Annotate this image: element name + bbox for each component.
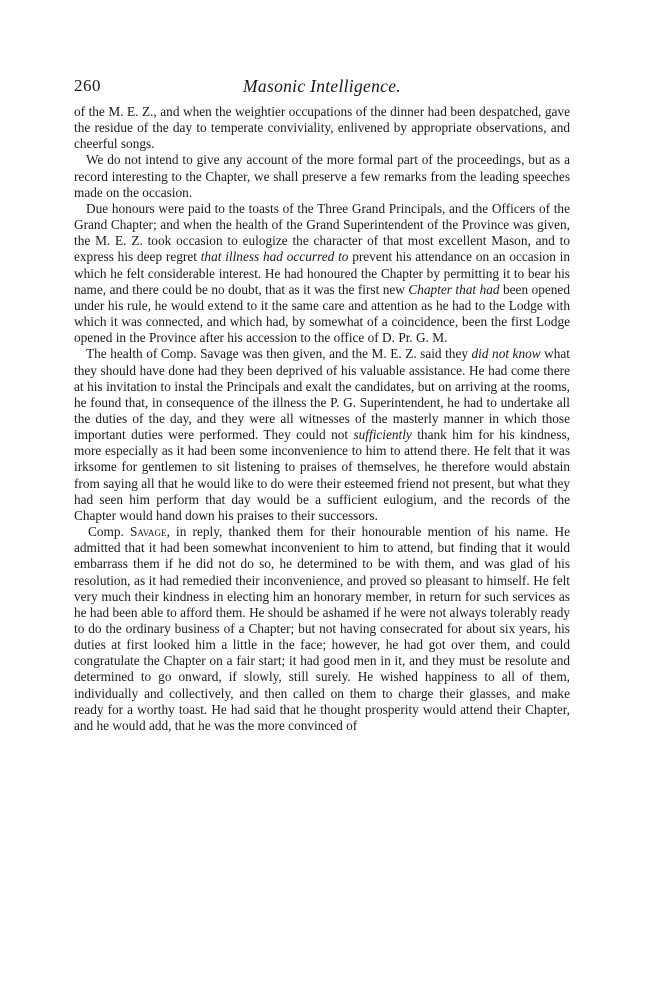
- paragraph-3-italic-b: that illness had occurred to: [200, 249, 349, 265]
- paragraph-4-text-a: The health of Comp. Savage was then given, and the M. E. Z. said they: [86, 346, 472, 362]
- paragraph-1: [74, 104, 570, 152]
- paragraph-1-text: of the M. E. Z., and when the weightier occupations of the dinner had been despatched, gave the residue of the day to temperate conviviality, enlivened by appropriate observations, and cheerful songs.: [74, 104, 570, 152]
- paragraph-4-italic-b: did not know: [471, 346, 541, 362]
- paragraph-2: [74, 152, 570, 200]
- paragraph-4-text-c: what they should have done had they been deprived of his valuable assistance. He had come there at his invitation to instal the Principals and exalt the candidates, but on arriving at the rooms, he found that, in consequence of the illness the P. G. Superintendent, he had to undertake all the duties of the day, and they were all witnesses of the masterly manner in which those important duties were performed. They could not: [74, 346, 570, 443]
- page-number: 260: [74, 76, 101, 95]
- paragraph-5-text: , in reply, thanked them for their honourable mention of his name. He admitted that it had been somewhat inconvenient to him to attend, but finding that it would embarrass them if he did not do so, he determined to be with them, and was glad of his resolution, as it had remedied their inconvenience, and proved so pleasant to himself. He felt very much their kindness in electing him an honorary member, in return for such services as he had been able to afford them. He should be ashamed if he were not always tolerably ready to do the ordinary business of a Chapter; but not having consecrated for about six years, his duties at first looked him a little in the face; however, he had got over them, and could congratulate the Chapter on a fair start; it had good men in it, and they must be resolute and determined to go onward, if slowly, still surely. He wished happiness to all of them, individually and collectively, and then called on them to charge their glasses, and make ready for a worthy toast. He had said that he thought prosperity would attend their Chapter, and he would add, that he was the more convinced of: [74, 524, 570, 733]
- article-body: [74, 104, 570, 734]
- paragraph-4-italic-d: sufficiently: [353, 427, 412, 443]
- page: [74, 76, 570, 734]
- running-title: Masonic Intelligence.: [243, 76, 401, 96]
- paragraph-2-text: We do not intend to give any account of the more formal part of the proceedings, but as a record interesting to the Chapter, we shall preserve a few remarks from the leading speeches made on the occasion.: [74, 152, 570, 200]
- paragraph-3-text-a: Due honours were paid to the toasts of the Three Grand Principals, and the Officers of the Grand Chapter; and when the health of the Grand Superintendent of the Province was given, the M. E. Z. took occasion to eulogize the character of that most excellent Mason, and to express his deep regret: [74, 200, 570, 265]
- paragraph-3-italic-d: Chapter that had: [408, 281, 500, 297]
- paragraph-5-lead: Comp.: [88, 524, 130, 540]
- paragraph-5-name: Savage: [129, 524, 167, 540]
- paragraph-3-text-c: prevent his attendance on an occasion in which he felt considerable interest. He had honoured the Chapter by permitting it to bear his name, and there could be no doubt, that as it was the first new: [74, 249, 571, 297]
- page-header: [74, 76, 570, 104]
- paragraph-3-text-e: been opened under his rule, he would extend to it the same care and attention as he had to the Lodge with which it was connected, and which had, by somewhat of a coincidence, been the first Lodge opened in the Province after his accession to the office of D. Pr. G. M.: [74, 281, 570, 346]
- paragraph-4: [74, 346, 570, 524]
- paragraph-4-text-e: thank him for his kindness, more especially as it had been some inconvenience to him to attend there. He felt that it was irksome for gentlemen to sit listening to praises of themselves, he therefore would abstain from saying all that he would like to do were their esteemed friend not present, but what they had seen him perform that day would be a sufficient eulogium, and the records of the Chapter would hand down his praises to their successors.: [74, 427, 570, 523]
- paragraph-3: [74, 201, 570, 346]
- paragraph-5: [74, 524, 570, 734]
